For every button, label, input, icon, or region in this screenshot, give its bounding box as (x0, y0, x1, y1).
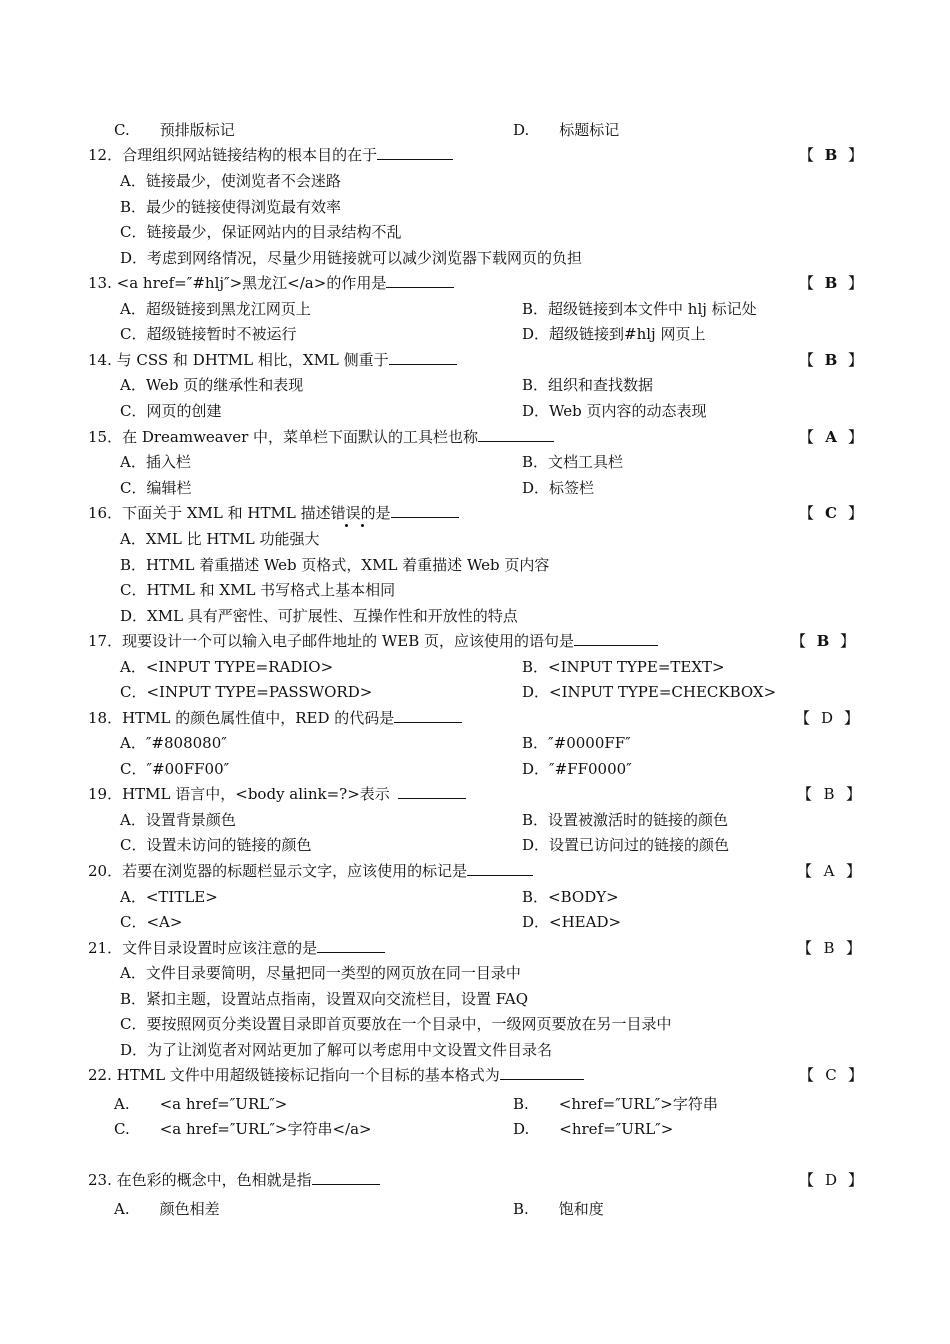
q16-option-d: D．XML 具有严密性、可扩展性、互操作性和开放性的特点 (120, 607, 518, 625)
q17-option-d: D．<INPUT TYPE=CHECKBOX> (522, 683, 777, 701)
q14-answer: 【 B 】 (799, 351, 864, 369)
q17-option-c: C．<INPUT TYPE=PASSWORD> (120, 683, 373, 701)
q18-option-d: D．″#FF0000″ (522, 760, 632, 778)
q15-answer: 【 A 】 (799, 428, 864, 446)
q19-stem: 19．HTML 语言中，<body alink=?>表示 (88, 784, 466, 804)
q19-option-d: D．设置已访问过的链接的颜色 (522, 836, 730, 854)
q18-answer: 【 D 】 (795, 709, 860, 727)
q16-answer: 【 C 】 (799, 504, 864, 522)
q14-option-a: A．Web 页的继承性和表现 (120, 376, 304, 394)
q19-option-a: A．设置背景颜色 (120, 811, 236, 829)
q12-option-b: B．最少的链接使得浏览最有效率 (120, 198, 342, 216)
q22-option-c: C. <a href=″URL″>字符串</a> (114, 1120, 372, 1138)
q20-option-d: D．<HEAD> (522, 913, 622, 931)
q18-stem: 18．HTML 的颜色属性值中，RED 的代码是 (88, 708, 462, 728)
q19-option-c: C．设置未访问的链接的颜色 (120, 836, 312, 854)
q22-answer: 【 C 】 (799, 1066, 864, 1084)
q17-option-b: B．<INPUT TYPE=TEXT> (522, 658, 725, 676)
q12-option-d: D．考虑到网络情况，尽量少用链接就可以减少浏览器下载网页的负担 (120, 249, 583, 267)
q18-option-c: C．″#00FF00″ (120, 760, 230, 778)
q21-option-b: B．紧扣主题，设置站点指南，设置双向交流栏目，设置 FAQ (120, 990, 529, 1008)
answer-blank (574, 631, 658, 646)
answer-blank (391, 503, 459, 518)
q21-option-d: D．为了让浏览者对网站更加了解可以考虑用中文设置文件目录名 (120, 1041, 553, 1059)
answer-blank (312, 1170, 380, 1185)
q22-option-a: A. <a href=″URL″> (114, 1095, 288, 1113)
q16-option-c: C．HTML 和 XML 书写格式上基本相同 (120, 581, 396, 599)
q17-stem: 17．现要设计一个可以输入电子邮件地址的 WEB 页，应该使用的语句是 (88, 631, 658, 651)
q17-option-a: A．<INPUT TYPE=RADIO> (120, 658, 334, 676)
q15-stem: 15．在 Dreamweaver 中，菜单栏下面默认的工具栏也称 (88, 427, 554, 447)
q18-option-b: B．″#0000FF″ (522, 734, 631, 752)
q22-option-d: D. <href=″URL″> (513, 1120, 674, 1138)
q18-option-a: A．″#808080″ (120, 734, 227, 752)
q15-option-d: D．标签栏 (522, 479, 595, 497)
q14-option-c: C．网页的创建 (120, 402, 222, 420)
answer-blank (317, 938, 385, 953)
q13-answer: 【 B 】 (799, 274, 864, 292)
q23-answer: 【 D 】 (799, 1171, 864, 1189)
q14-option-d: D．Web 页内容的动态表现 (522, 402, 707, 420)
q20-stem: 20．若要在浏览器的标题栏显示文字，应该使用的标记是 (88, 861, 533, 881)
q21-stem: 21．文件目录设置时应该注意的是 (88, 938, 385, 958)
q13-stem: 13. <a href=″#hlj″>黑龙江</a>的作用是 (88, 273, 454, 293)
q20-answer: 【 A 】 (797, 862, 862, 880)
q13-option-d: D．超级链接到#hlj 网页上 (522, 325, 706, 343)
q19-answer: 【 B 】 (797, 785, 862, 803)
q12-stem: 12．合理组织网站链接结构的根本目的在于 (88, 145, 453, 165)
answer-blank (394, 708, 462, 723)
answer-blank (377, 145, 453, 160)
q19-option-b: B．设置被激活时的链接的颜色 (522, 811, 729, 829)
q16-option-a: A．XML 比 HTML 功能强大 (120, 530, 320, 548)
q23-stem: 23. 在色彩的概念中，色相就是指 (88, 1170, 380, 1190)
q13-option-a: A．超级链接到黑龙江网页上 (120, 300, 311, 318)
answer-blank (467, 861, 533, 876)
q23-option-b: B. 饱和度 (513, 1200, 604, 1218)
q12-answer: 【 B 】 (799, 146, 864, 164)
q20-option-b: B．<BODY> (522, 888, 619, 906)
q14-option-b: B．组织和查找数据 (522, 376, 654, 394)
q20-option-c: C．<A> (120, 913, 183, 931)
q16-stem: 16．下面关于 XML 和 HTML 描述错误的是 (88, 503, 459, 523)
q13-option-b: B．超级链接到本文件中 hlj 标记处 (522, 300, 757, 318)
answer-blank (500, 1065, 584, 1080)
q13-option-c: C．超级链接暂时不被运行 (120, 325, 297, 343)
answer-blank (478, 427, 554, 442)
q12-option-c: C．链接最少，保证网站内的目录结构不乱 (120, 223, 402, 241)
q21-answer: 【 B 】 (797, 939, 862, 957)
answer-blank (398, 784, 466, 799)
q15-option-b: B．文档工具栏 (522, 453, 624, 471)
q12-option-a: A．链接最少，使浏览者不会迷路 (120, 172, 341, 190)
q17-answer: 【 B 】 (791, 632, 856, 650)
q20-option-a: A．<TITLE> (120, 888, 218, 906)
q22-option-b: B. <href=″URL″>字符串 (513, 1095, 718, 1113)
q21-option-a: A．文件目录要简明，尽量把同一类型的网页放在同一目录中 (120, 964, 521, 982)
q15-option-c: C．编辑栏 (120, 479, 192, 497)
q11-option-c: C. 预排版标记 (114, 121, 235, 139)
q14-stem: 14. 与 CSS 和 DHTML 相比，XML 侧重于 (88, 350, 457, 370)
q16-option-b: B．HTML 着重描述 Web 页格式，XML 着重描述 Web 页内容 (120, 556, 550, 574)
answer-blank (386, 273, 454, 288)
emphasis-dot (345, 524, 348, 527)
q21-option-c: C．要按照网页分类设置目录即首页要放在一个目录中，一级网页要放在另一目录中 (120, 1015, 672, 1033)
emphasis-dot (361, 524, 364, 527)
answer-blank (389, 350, 457, 365)
q11-option-d: D. 标题标记 (513, 121, 620, 139)
q23-option-a: A. 颜色相差 (114, 1200, 220, 1218)
q22-stem: 22. HTML 文件中用超级链接标记指向一个目标的基本格式为 (88, 1065, 584, 1085)
q15-option-a: A．插入栏 (120, 453, 191, 471)
